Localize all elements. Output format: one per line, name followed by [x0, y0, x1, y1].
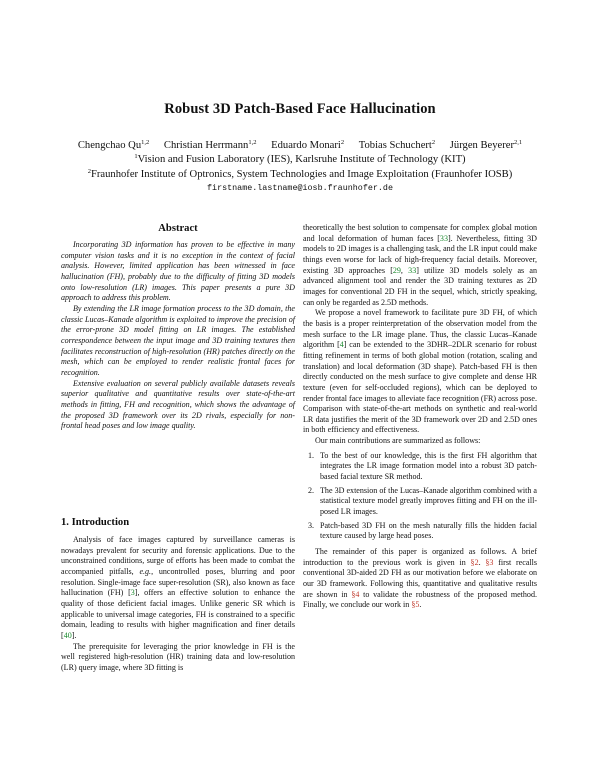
section-link[interactable]: §5	[411, 600, 420, 610]
abstract-paragraph: Extensive evaluation on several publicly available datasets reveals superior qualitative and quantitative results over state-of-the-art methods in fitting, FH and recognition, which shows the advantage of the proposed 3D framework over its 2D rivals, especially for non-frontal head poses and low image quality.	[61, 378, 295, 431]
citation-link[interactable]: 33	[408, 265, 417, 275]
abstract-paragraph: Incorporating 3D information has proven to be effective in many computer vision tasks and it is no exception in the context of facial analysis. However, limited application has been witnessed in face hallucination (FH), probably due to the difficulty of fitting 3D models onto low-resolution (LR) images. This paper presents a pure 3D approach to address this problem.	[61, 240, 295, 303]
introduction-body	[61, 535, 295, 674]
citation-link[interactable]: 33	[439, 233, 448, 243]
affiliation: $^2$Fraunhofer Institute of Optronics, System Technologies and Image Exploitation (Fraunhofer IOSB)	[87, 168, 513, 180]
author: Christian Herrmann$^{1,2}$	[163, 139, 257, 151]
list-item: 2. The 3D extension of the Lucas–Kanade algorithm combined with a statistical texture model greatly improves fitting and FH on the ill-posed LR images.	[308, 485, 537, 517]
paper-title: Robust 3D Patch-Based Face Hallucination	[164, 101, 436, 117]
section-link[interactable]: §2	[470, 557, 479, 567]
section-heading: 1. Introduction	[61, 517, 130, 528]
contribution-list	[303, 451, 537, 542]
body-paragraph: Analysis of face images captured by surveillance cameras is nowadays prevalent for security and forensic applications. Due to the unconstrained conditions, surge of efforts has been made to combat the accompanied pitfalls, e.g., uncontrolled poses, blurring and poor resolution. Single-image face super-resolution (SR), also known as face hallucination (FH) [3], offers an effective solution to enhance the quality of those deficient facial images. Unlike generic SR which is applicable to universal image categories, FH is constrained to a specific domain, leading to results with higher magnification and finer details [40].	[61, 535, 295, 640]
list-item: 1. To the best of our knowledge, this is the first FH algorithm that integrates the LR image formation model into a robust 3D patch-based facial texture SR method.	[308, 450, 537, 482]
citation-link[interactable]: 3	[130, 588, 135, 598]
author: Jürgen Beyerer$^{2,1}$	[449, 139, 523, 151]
author: Tobias Schuchert$^2$	[358, 139, 436, 151]
author: Chengchao Qu$^{1,2}$	[77, 139, 150, 151]
body-paragraph: theoretically the best solution to compensate for complex global motion and local deformation of human faces [33]. Nevertheless, fitting 3D models to 2D images is a challenging task, and the LR input could make things even worse for lack of high-frequency facial details. Moreover, existing 3D approaches [29, 33] utilize 3D models solely as an advanced alignment tool and render the 3D training textures as 2D images for conventional 2D FH in the sequel, which, strictly speaking, can only be regarded as 2.5D methods.	[303, 223, 537, 307]
abstract-paragraph: By extending the LR image formation process to the 3D domain, the classic Lucas–Kanade algorithm is exploited to improve the precision of the error-prone 3D model fitting on LR images. The established correspondence between the input image and 3D training textures then facilitates reconstruction of high-resolution (HR) patches directly on the mesh, which can be employed to render realistic frontal faces for recognition.	[61, 303, 295, 377]
citation-link[interactable]: 29	[392, 265, 401, 275]
body-paragraph: The prerequisite for leveraging the prior knowledge in FH is the well registered high-resolution (HR) training data and low-resolution (LR) query image, where 3D fitting is	[61, 641, 295, 672]
author-email: firstname.lastname@iosb.fraunhofer.de	[207, 183, 393, 193]
body-paragraph: We propose a novel framework to facilitate pure 3D FH, of which the basis is a proper reinterpretation of the observation model from the mesh surface to the LR image plane. Thus, the classic Lucas–Kanade algorithm [4] can be extended to the 3DHR–2DLR scenario for robust fitting refinement in terms of both global motion (rotation, scaling and translation) and local deformation (3D shape). Patch-based FH is then directly conducted on the mesh surface to give complete and dense HR texture (even for self-occluded regions), which can be deployed to render frontal face images to alleviate face recognition (FR) across pose. Comparison with state-of-the-art methods on synthetic and real-world LR data justifies the merit of the 3D framework over 2D and 2.5D ones in both efficiency and effectiveness.	[303, 308, 537, 435]
citation-link[interactable]: 4	[339, 340, 344, 350]
section-link[interactable]: §3	[485, 557, 494, 567]
affiliation: $^1$Vision and Fusion Laboratory (IES), Karlsruhe Institute of Technology (KIT)	[134, 153, 466, 165]
body-paragraph: Our main contributions are summarized as follows:	[315, 436, 481, 446]
section-link[interactable]: §4	[351, 589, 360, 599]
citation-link[interactable]: 40	[63, 630, 72, 640]
abstract-heading: Abstract	[158, 223, 198, 234]
abstract-body	[61, 240, 295, 432]
body-paragraph: The remainder of this paper is organized as follows. A brief introduction to the previous work is given in §2. §3 first recalls conventional 3D-aided 2D FH as our motivation before we elaborate on our 3D framework. Following this, quantitative and qualitative results are shown in §4 to validate the robustness of the proposed method. Finally, we conclude our work in §5.	[303, 547, 538, 610]
author: Eduardo Monari$^2$	[271, 139, 345, 151]
list-item: 3. Patch-based 3D FH on the mesh naturally fills the hidden facial texture caused by large head poses.	[308, 520, 537, 541]
right-column	[303, 223, 537, 611]
author-list	[0, 139, 600, 151]
